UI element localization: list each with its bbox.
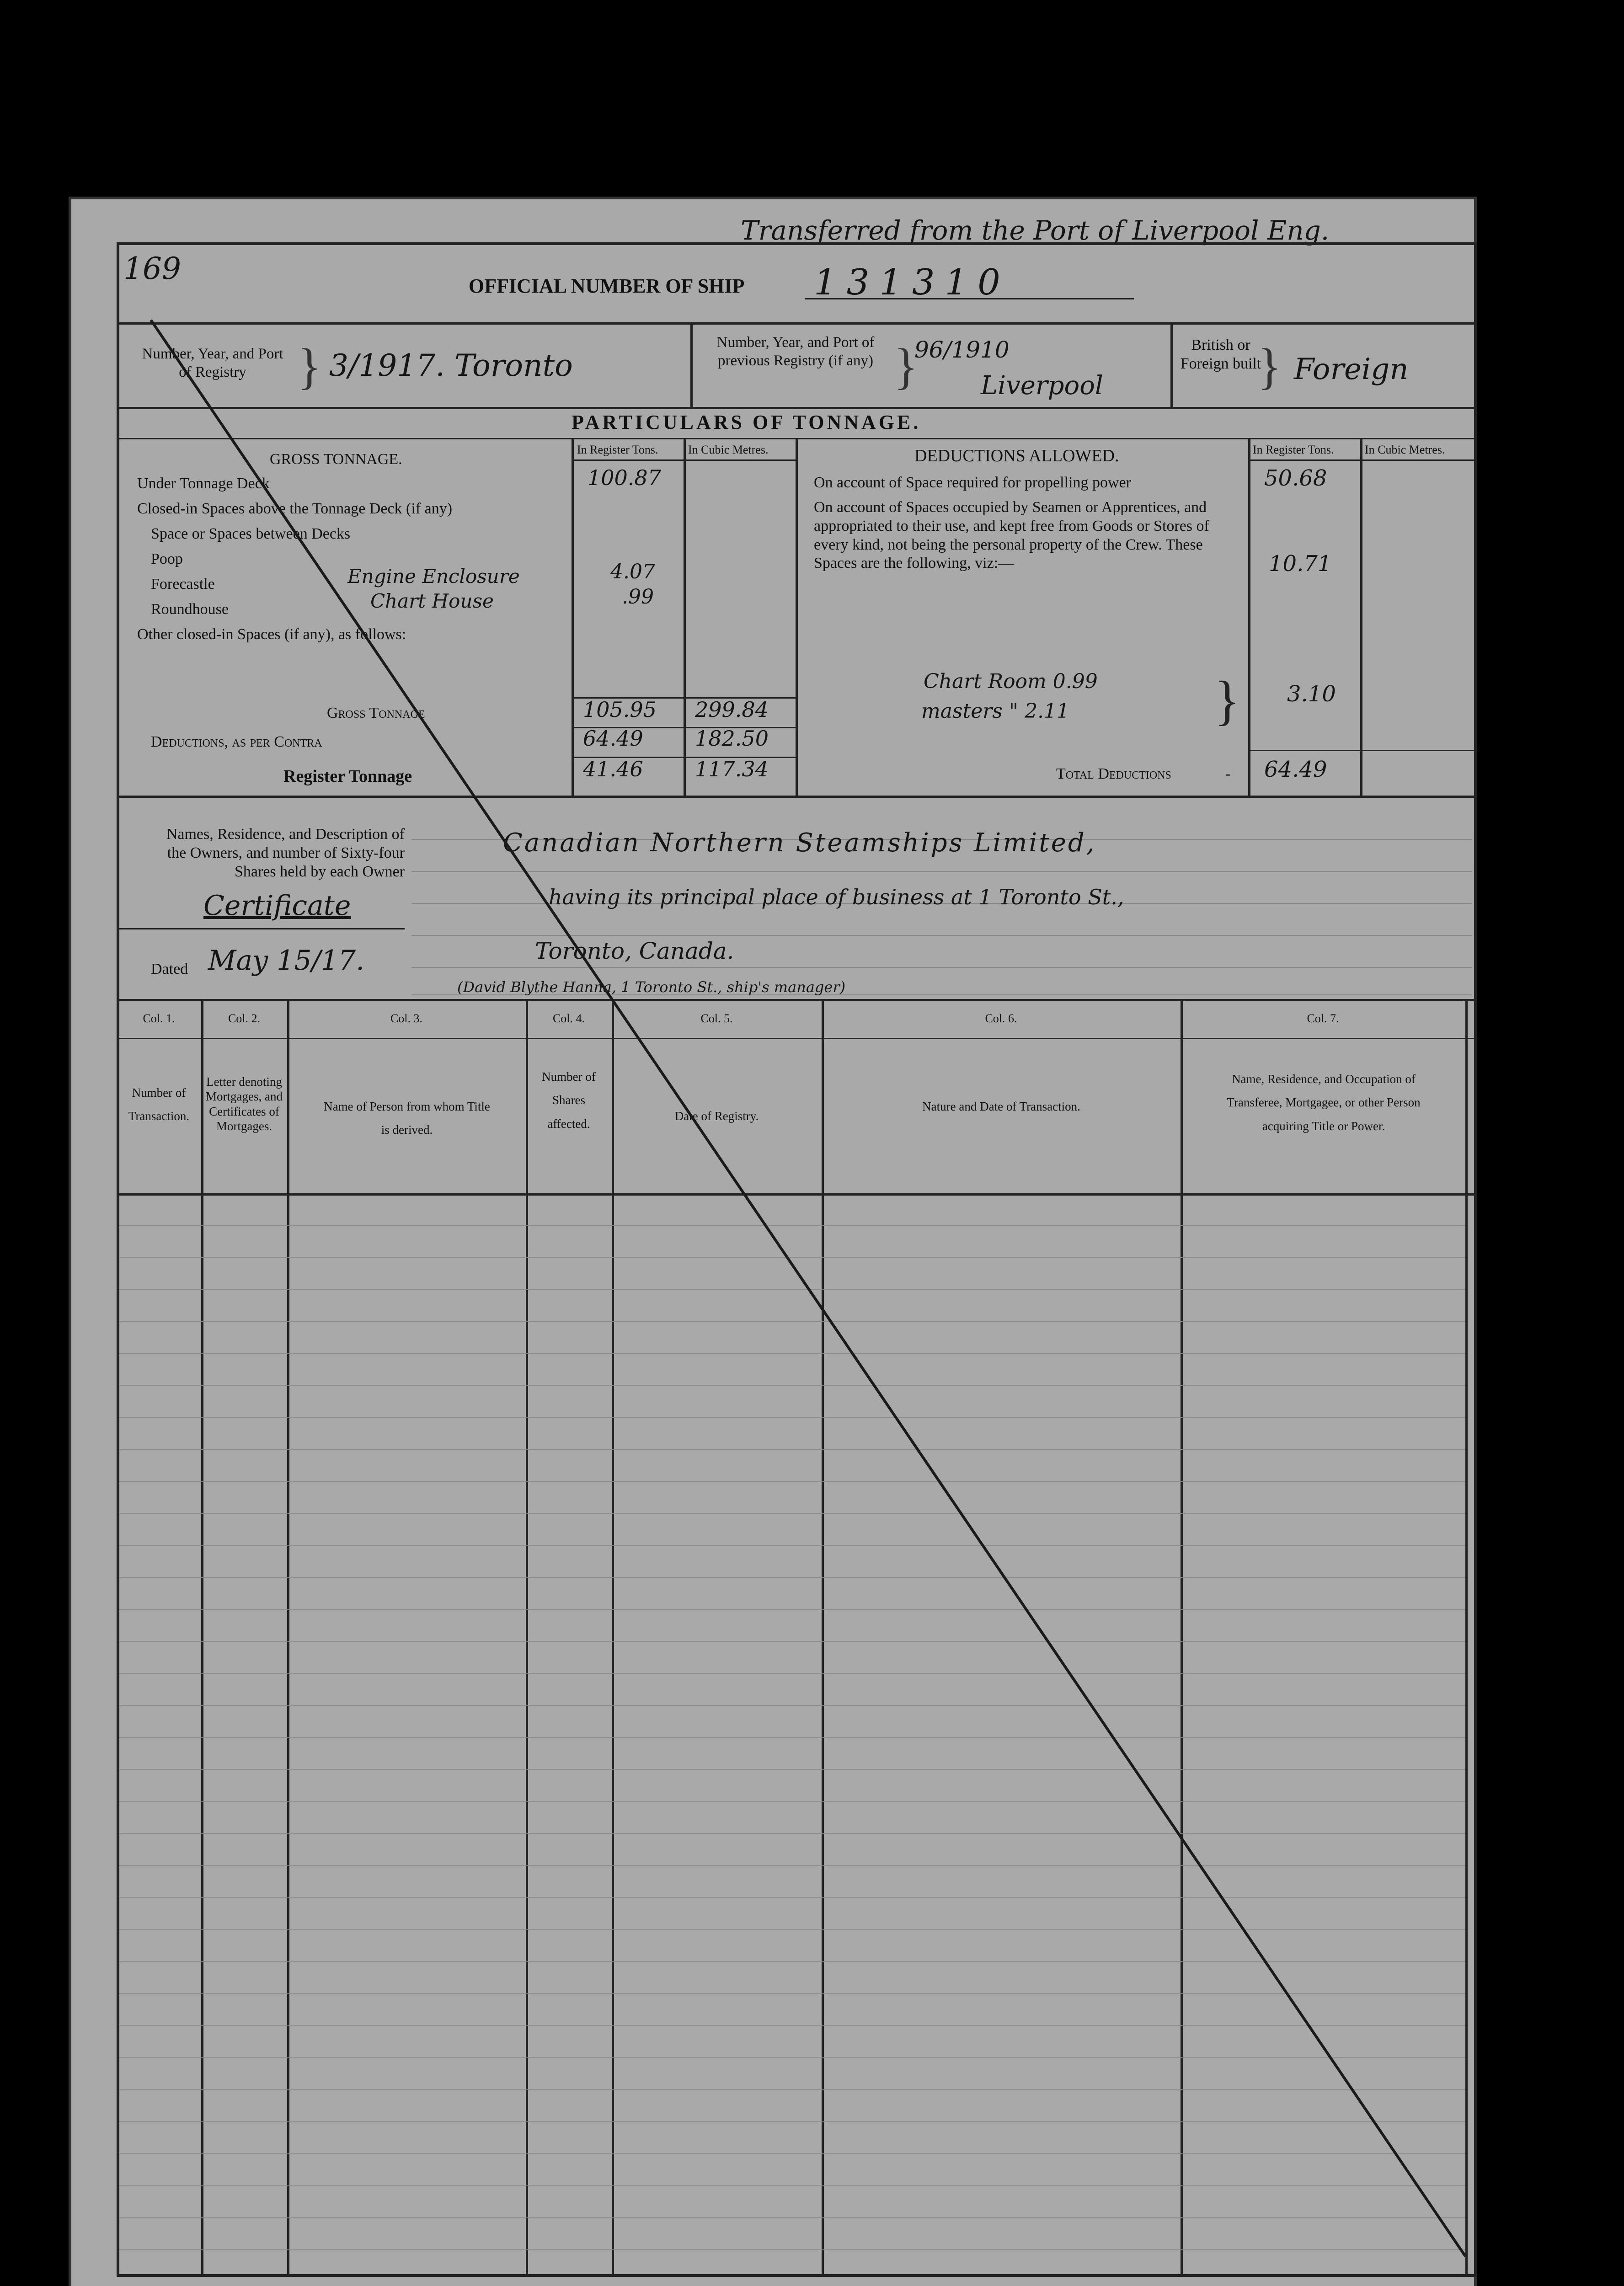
owner-line: having its principal place of business at 1 Toronto St., [549, 885, 1124, 909]
tonnage-row-label: Closed-in Spaces above the Tonnage Deck (if any) [137, 500, 453, 517]
total-deductions-tons: 64.49 [1264, 757, 1327, 782]
tonnage-row-tons: .99 [622, 585, 654, 609]
col-label: Col. 1. [143, 1012, 175, 1025]
col-description: Date of Registry. [674, 1109, 759, 1123]
deduction-items-total: 3.10 [1287, 681, 1336, 707]
col-description: Number of Transaction. [128, 1086, 190, 1123]
previous-registry-value: 96/1910 [914, 336, 1010, 363]
register-tons: 41.46 [583, 757, 643, 781]
propelling-label: On account of Space required for propelling power [814, 474, 1131, 491]
tonnage-row-note: Chart House [370, 590, 494, 612]
tonnage-row-label: Under Tonnage Deck [137, 475, 270, 492]
gross-tonnage-label: Gross Tonnage [327, 705, 425, 721]
official-number-label: OFFICIAL NUMBER OF SHIP [469, 275, 745, 297]
col-label: Col. 7. [1307, 1012, 1339, 1025]
tonnage-row-tons: 4.07 [610, 560, 655, 583]
built-value: Foreign [1294, 353, 1409, 386]
col-metres-header-right: In Cubic Metres. [1365, 443, 1445, 456]
tonnage-row-label: Roundhouse [151, 601, 229, 618]
brace: } [1214, 670, 1240, 731]
col-description: Letter denoting Mortgages, and Certificates of Mortgages. [206, 1075, 283, 1133]
gross-heading: GROSS TONNAGE. [270, 451, 402, 468]
brace: } [297, 338, 321, 394]
deductions-contra-tons: 64.49 [583, 726, 643, 751]
col-label: Col. 2. [228, 1012, 261, 1025]
tonnage-row-label: Other closed-in Spaces (if any), as follows: [137, 626, 406, 643]
dated-label: Dated [151, 961, 188, 977]
col-label: Col. 6. [985, 1012, 1017, 1025]
col-description: Name, Residence, and Occupation of Transferee, Mortgagee, or other Person acquiring Title or Power. [1227, 1072, 1421, 1133]
register-metres: 117.34 [695, 757, 769, 781]
owner-line: (David Blythe Hanna, 1 Toronto St., ship's manager) [457, 978, 846, 996]
tonnage-row-tons: 100.87 [588, 465, 661, 490]
tonnage-row-note: Engine Enclosure [347, 565, 520, 588]
col-label: Col. 3. [390, 1012, 423, 1025]
previous-port: Liverpool [981, 371, 1103, 401]
deductions-contra-metres: 182.50 [695, 726, 769, 751]
gross-tons: 105.95 [583, 697, 657, 722]
col-description: Name of Person from whom Title is derived. [324, 1100, 490, 1137]
col-metres-header: In Cubic Metres. [688, 443, 769, 456]
col-label: Col. 5. [700, 1012, 733, 1025]
owner-line: Toronto, Canada. [535, 938, 734, 964]
transfer-note: Transferred from the Port of Liverpool Eng. [741, 215, 1330, 246]
crew-space-tons: 10.71 [1269, 551, 1332, 577]
col-label: Col. 4. [552, 1012, 585, 1025]
col-tons-header-right: In Register Tons. [1253, 443, 1334, 456]
tonnage-row-label: Poop [151, 550, 183, 567]
deductions-contra-label: Deductions, as per Contra [151, 733, 322, 750]
previous-registry-label: Number, Year, and Port of previous Registry (if any) [716, 334, 875, 369]
tonnage-row-label: Space or Spaces between Decks [151, 525, 351, 542]
deduction-item: Chart Room 0.99 [924, 670, 1098, 693]
gross-metres: 299.84 [695, 697, 769, 722]
col-description: Number of Shares affected. [542, 1070, 596, 1131]
crew-space-label: On account of Spaces occupied by Seamen or Apprentices, and appropriated to their use, and kept free from Goods or Stores of every kind, not being the personal property of the Crew. These Spaces are the following, viz:— [814, 499, 1209, 572]
dated-value: May 15/17. [208, 945, 365, 977]
official-number: 131310 [814, 262, 1010, 303]
dash: - [1225, 765, 1231, 782]
tonnage-title: PARTICULARS OF TONNAGE. [572, 411, 921, 433]
owners-label: Names, Residence, and Description of the Owners, and number of Sixty-four Shares held by each Owner [166, 826, 405, 880]
deduction-item: masters " 2.11 [921, 700, 1070, 723]
total-deductions-label: Total Deductions [1056, 765, 1171, 782]
brace: } [1257, 338, 1282, 394]
built-label: British or Foreign built [1180, 336, 1261, 372]
brace: } [894, 338, 918, 394]
propelling-tons: 50.68 [1264, 465, 1327, 491]
register-tonnage-label: Register Tonnage [283, 767, 412, 786]
tonnage-row-label: Forecastle [151, 576, 215, 593]
registry-value: 3/1917. Toronto [329, 348, 573, 383]
registry-label: Number, Year, and Port of Registry [142, 346, 283, 380]
certificate-label: Certificate [203, 890, 351, 922]
folio-number: 169 [123, 251, 181, 286]
col-description: Nature and Date of Transaction. [922, 1100, 1080, 1113]
deductions-heading: DEDUCTIONS ALLOWED. [914, 446, 1119, 465]
owner-line: Canadian Northern Steamships Limited, [503, 828, 1096, 858]
col-tons-header: In Register Tons. [577, 443, 658, 456]
